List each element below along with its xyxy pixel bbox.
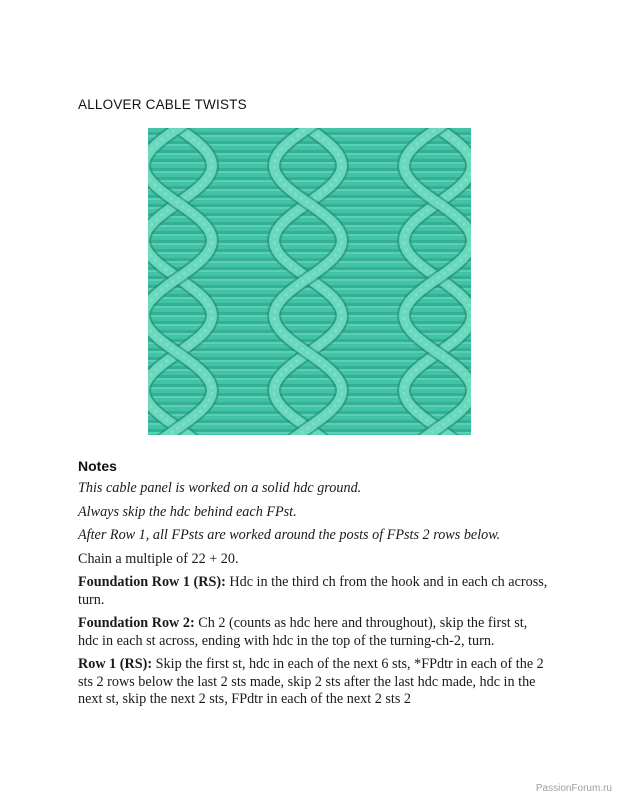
swatch-image bbox=[148, 128, 471, 435]
row-instruction: Row 1 (RS): Skip the first st, hdc in each of the next 6 sts, *FPdtr in each of the 2 sts 2 rows below the last 2 sts made, skip 2 sts after the last hdc made, hdc in the next st, skip the next 2 sts, FPdtr in each of the next 2 sts 2 bbox=[78, 656, 544, 707]
row-instruction: Foundation Row 1 (RS): Hdc in the third ch from the hook and in each ch across, turn. bbox=[78, 574, 548, 608]
note-line: After Row 1, all FPsts are worked around the posts of FPsts 2 rows below. bbox=[78, 527, 501, 543]
note-line: Chain a multiple of 22 + 20. bbox=[78, 550, 239, 567]
note-line: Always skip the hdc behind each FPst. bbox=[78, 503, 297, 520]
pattern-title: ALLOVER CABLE TWISTS bbox=[78, 97, 247, 112]
pattern-body bbox=[78, 480, 548, 715]
notes-heading: Notes bbox=[78, 458, 117, 474]
note-line: This cable panel is worked on a solid hdc ground. bbox=[78, 480, 362, 496]
swatch-photo bbox=[148, 128, 471, 435]
watermark: PassionForum.ru bbox=[535, 783, 612, 794]
row-instruction: Foundation Row 2: Ch 2 (counts as hdc here and throughout), skip the first st, hdc in each st across, ending with hdc in the top of the turning-ch-2, turn. bbox=[78, 615, 528, 649]
